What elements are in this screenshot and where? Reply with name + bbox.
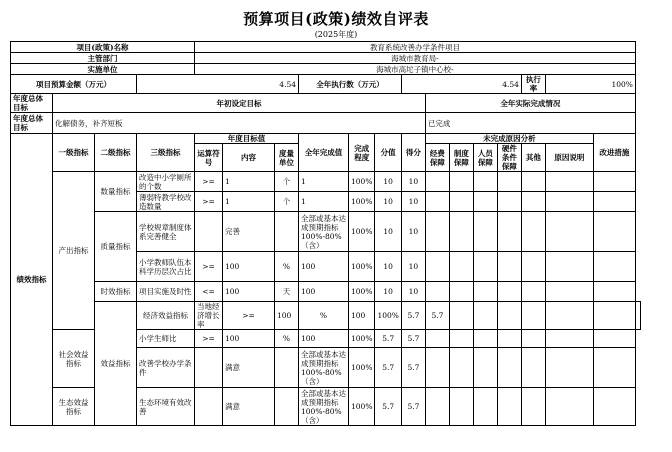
- indicator-op: >=: [195, 192, 223, 212]
- score-header: 分值: [375, 134, 401, 172]
- indicator-score: 10: [375, 212, 401, 252]
- budget-value: 4.54: [137, 75, 299, 94]
- content-header: 内容: [223, 144, 275, 172]
- indicator-got: 10: [401, 172, 425, 192]
- indicator-op: [195, 212, 223, 252]
- table-row: [11, 172, 641, 192]
- indicator-unit: [275, 212, 299, 252]
- indicator-name: 学校规章制度体系完善健全: [137, 212, 195, 252]
- indicator-op: >=: [195, 252, 223, 282]
- indicator-op: [195, 348, 223, 388]
- completion-value-header: 全年完成值: [299, 134, 349, 172]
- reason-hardware: 硬件条件保障: [497, 144, 521, 172]
- indicator-content: 满意: [223, 348, 275, 388]
- reason-note: 原因说明: [545, 144, 593, 172]
- indicator-unit: [275, 348, 299, 388]
- indicator-value: 全部或基本达成预期指标100%-80%（含）: [299, 388, 349, 426]
- quality-group: 质量指标: [95, 212, 137, 282]
- unit-label: 实施单位: [11, 64, 195, 75]
- benefit-group: 效益指标: [95, 302, 137, 426]
- indicator-score: 10: [375, 192, 401, 212]
- dept-label: 主管部门: [11, 53, 195, 64]
- indicator-score: 10: [375, 252, 401, 282]
- indicator-content: 100: [275, 302, 299, 330]
- indicator-name: 当地经济增长率: [195, 302, 223, 330]
- initial-goal: 化解债务，补齐短板: [53, 113, 426, 134]
- budget-label: 项目预算金额（万元）: [11, 75, 137, 94]
- actual-goal-header: 全年实际完成情况: [425, 94, 635, 113]
- overall-goal-label: 年度总体目标: [11, 94, 53, 113]
- indicator-value: 100: [299, 252, 349, 282]
- level2-header: 二级指标: [95, 134, 137, 172]
- report-year: (2025年度): [314, 30, 358, 39]
- table-row: [11, 302, 641, 330]
- completion-degree-header: 完成程度: [349, 134, 375, 172]
- unit-header: 度量单位: [275, 144, 299, 172]
- indicator-value: 100: [299, 282, 349, 302]
- indicator-op: <=: [195, 282, 223, 302]
- indicator-got: 5.7: [401, 330, 425, 348]
- indicator-unit: %: [275, 330, 299, 348]
- indicator-unit: 天: [275, 282, 299, 302]
- output-group: 产出指标: [53, 172, 95, 330]
- indicator-degree: 100%: [349, 192, 375, 212]
- indicator-content: 100: [223, 282, 275, 302]
- indicator-op: >=: [223, 302, 275, 330]
- exec-label: 全年执行数（万元）: [299, 75, 402, 94]
- op-header: 运算符号: [195, 144, 223, 172]
- indicator-name: 改善学校办学条件: [137, 348, 195, 388]
- perf-label: 绩效指标: [11, 134, 53, 426]
- indicator-op: [195, 388, 223, 426]
- reason-system: 制度保障: [449, 144, 473, 172]
- indicator-degree: 100%: [349, 348, 375, 388]
- indicator-got: 10: [401, 212, 425, 252]
- indicator-score: 10: [375, 172, 401, 192]
- unfinished-header: 未完成原因分析: [425, 134, 593, 144]
- evaluation-table: [10, 41, 641, 426]
- indicator-content: 100: [223, 252, 275, 282]
- indicator-unit: %: [299, 302, 349, 330]
- indicator-name: 生态环境有效改善: [137, 388, 195, 426]
- dept: 海城市教育局-: [195, 53, 636, 64]
- indicator-name: 小学教师队伍本科学历层次占比: [137, 252, 195, 282]
- indicator-content: 100: [223, 330, 275, 348]
- reason-staff: 人员保障: [473, 144, 497, 172]
- eco-group: 生态效益指标: [53, 388, 95, 426]
- indicator-value: 全部或基本达成预期指标100%-80%（含）: [299, 212, 349, 252]
- annual-target-header: 年度目标值: [195, 134, 299, 144]
- exec-value: 4.54: [401, 75, 521, 94]
- indicator-name: 小学生师比: [137, 330, 195, 348]
- timeliness-group: 时效指标: [95, 282, 137, 302]
- measures-header: 改进措施: [593, 134, 635, 172]
- indicator-degree: 100%: [375, 302, 401, 330]
- indicator-value: 1: [299, 192, 349, 212]
- indicator-name: 项目实施及时性: [137, 282, 195, 302]
- indicator-value: 100: [349, 302, 375, 330]
- indicator-unit: 个: [275, 192, 299, 212]
- initial-goal-header: 年初设定目标: [53, 94, 426, 113]
- reason-other: 其他: [521, 144, 545, 172]
- economic-group: 经济效益指标: [137, 302, 195, 330]
- indicator-degree: 100%: [349, 282, 375, 302]
- table-row: [11, 282, 641, 302]
- indicator-value: 全部或基本达成预期指标100%-80%（含）: [299, 348, 349, 388]
- indicator-got: 5.7: [401, 348, 425, 388]
- indicator-unit: [275, 388, 299, 426]
- actual-goal: 已完成: [425, 113, 635, 134]
- indicator-value: 100: [299, 330, 349, 348]
- level3-header: 三级指标: [137, 134, 195, 172]
- indicator-score: 5.7: [375, 348, 401, 388]
- indicator-content: 1: [223, 172, 275, 192]
- indicator-content: 完善: [223, 212, 275, 252]
- social-group: 社会效益指标: [53, 330, 95, 388]
- indicator-name: 改造中小学厕所的个数: [137, 172, 195, 192]
- indicator-content: 满意: [223, 388, 275, 426]
- level1-header: 一级指标: [53, 134, 95, 172]
- indicator-got: 5.7: [425, 302, 449, 330]
- project-name-label: 项目(政策)名称: [11, 42, 195, 53]
- indicator-got: 10: [401, 282, 425, 302]
- indicator-op: >=: [195, 172, 223, 192]
- rate-label: 执行率: [521, 75, 545, 94]
- indicator-score: 5.7: [401, 302, 425, 330]
- reason-funding: 经费保障: [425, 144, 449, 172]
- indicator-unit: %: [275, 252, 299, 282]
- indicator-value: 1: [299, 172, 349, 192]
- indicator-degree: 100%: [349, 212, 375, 252]
- overall-goal-label-2: 年度总体目标: [11, 113, 53, 134]
- quantity-group: 数量指标: [95, 172, 137, 212]
- indicator-unit: 个: [275, 172, 299, 192]
- rate-value: 100%: [545, 75, 635, 94]
- indicator-got: 10: [401, 192, 425, 212]
- indicator-op: >=: [195, 330, 223, 348]
- unit: 海城市高坨子镇中心校-: [195, 64, 636, 75]
- indicator-score: 5.7: [375, 330, 401, 348]
- indicator-degree: 100%: [349, 388, 375, 426]
- table-row: [11, 212, 641, 252]
- project-name: 教育系统改善办学条件项目: [195, 42, 636, 53]
- indicator-got: 5.7: [401, 388, 425, 426]
- indicator-got: 10: [401, 252, 425, 282]
- indicator-degree: 100%: [349, 252, 375, 282]
- indicator-name: 薄弱特教学校改造数量: [137, 192, 195, 212]
- indicator-content: 1: [223, 192, 275, 212]
- page-title: 预算项目(政策)绩效自评表: [243, 10, 429, 28]
- score-got-header: 得分: [401, 134, 425, 172]
- indicator-degree: 100%: [349, 330, 375, 348]
- indicator-score: 5.7: [375, 388, 401, 426]
- indicator-score: 10: [375, 282, 401, 302]
- indicator-degree: 100%: [349, 172, 375, 192]
